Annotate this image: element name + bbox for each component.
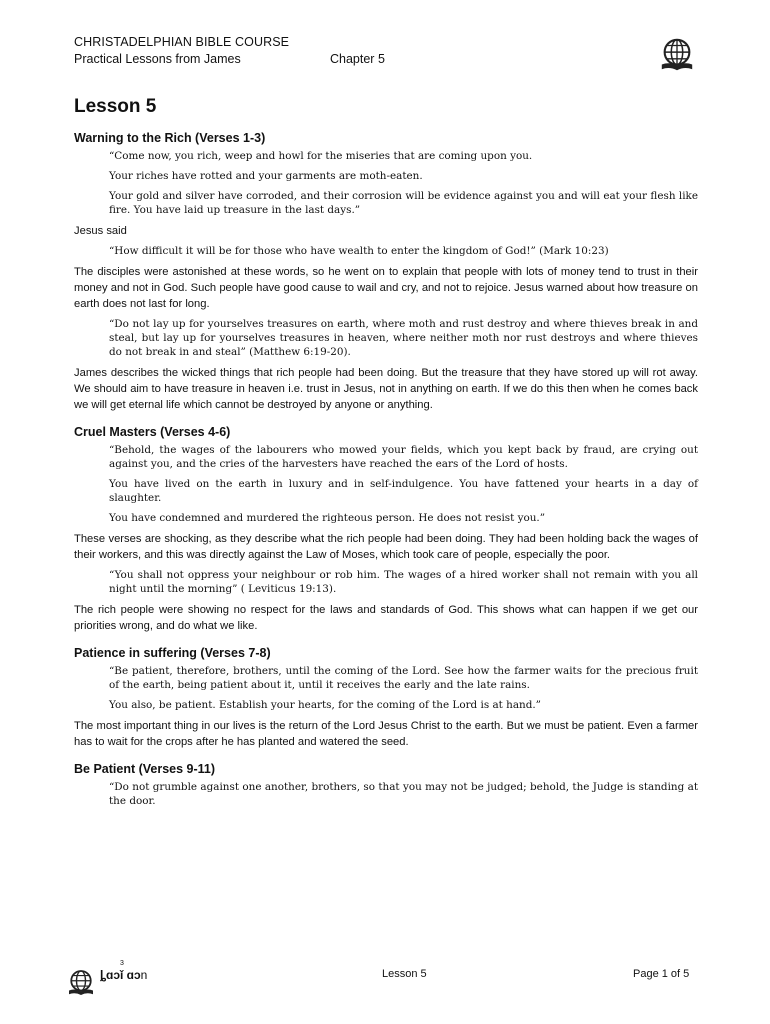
quote: Your gold and silver have corroded, and their corrosion will be evidence against you and will eat your flesh like fire. You have laid up treasure in the last days.” (109, 190, 698, 216)
paragraph: The most important thing in our lives is the return of the Lord Jesus Christ to the earth. But we must be patient. Even a farmer has to wait for the crops after he has planted and watered the seed. (74, 720, 698, 748)
quote: “Do not grumble against one another, brothers, so that you may not be judged; behold, the Judge is standing at the door. (109, 781, 698, 807)
section-heading-cruel: Cruel Masters (Verses 4-6) (74, 425, 231, 439)
globe-bible-logo-icon (658, 36, 696, 74)
quote: “Be patient, therefore, brothers, until the coming of the Lord. See how the farmer waits for the precious fruit of the earth, being patient about it, until it receives the early and the late rains. (109, 665, 698, 691)
footer-lesson-label: Lesson 5 (382, 968, 427, 980)
chapter-label: Chapter 5 (330, 52, 385, 66)
lesson-body (74, 130, 698, 814)
footer-globe-logo-icon (66, 968, 96, 998)
quote: “How difficult it will be for those who have wealth to enter the kingdom of God!” (Mark 10:23) (109, 245, 609, 257)
section-heading-rich: Warning to the Rich (Verses 1-3) (74, 131, 266, 145)
quote: You have condemned and murdered the righteous person. He does not resist you.” (109, 512, 546, 524)
course-title: CHRISTADELPHIAN BIBLE COURSE (74, 35, 290, 49)
page-number: Page 1 of 5 (633, 968, 690, 980)
footer-garbled-glyphs: ȴɑɔǐ ɑɔ (100, 968, 141, 982)
section-heading-be-patient: Be Patient (Verses 9-11) (74, 762, 216, 776)
paragraph: The disciples were astonished at these words, so he went on to explain that people with lots of money tend to trust in their money and not in God. Such people have good cause to wail and cry, and not to rejoice. Jesus warned about how treasure on earth does not last for long. (74, 266, 698, 310)
paragraph: These verses are shocking, as they describe what the rich people had been doing. They had been holding back the wages of their workers, and this was directly against the Law of Moses, which took care of people, especially the poor. (74, 533, 698, 561)
quote: Your riches have rotted and your garments are moth-eaten. (109, 170, 423, 182)
course-subtitle: Practical Lessons from James (74, 52, 241, 66)
quote: You also, be patient. Establish your hearts, for the coming of the Lord is at hand.” (109, 699, 541, 711)
quote: “Do not lay up for yourselves treasures on earth, where moth and rust destroy and where thieves break in and steal, but lay up for yourselves treasures in heaven, where neither moth nor rust destroys and where thieves do not break in and steal” (Matthew 6:19-20). (109, 318, 698, 358)
section-heading-patience: Patience in suffering (Verses 7-8) (74, 646, 271, 660)
quote: You have lived on the earth in luxury and in self-indulgence. You have fattened your hearts in a day of slaughter. (109, 478, 698, 504)
paragraph: The rich people were showing no respect for the laws and standards of God. This shows what can happen if we get our priorities wrong, and do what we like. (74, 604, 698, 632)
footer-superscript: 3 (120, 960, 124, 967)
footer-garbled-tail: n (140, 968, 148, 982)
paragraph: Jesus said (74, 225, 127, 237)
quote: “Behold, the wages of the labourers who mowed your fields, which you kept back by fraud, are crying out against you, and the cries of the harvesters have reached the ears of the Lord of hosts. (109, 444, 698, 470)
footer-garbled-text (100, 960, 148, 982)
paragraph: James describes the wicked things that rich people had been doing. But the treasure that they have stored up will rot away. We should aim to have treasure in heaven i.e. trust in Jesus, not in anything on earth. If we do this then when he comes back we will get eternal life which cannot be destroyed by anyone or anything. (74, 367, 698, 411)
quote: “You shall not oppress your neighbour or rob him. The wages of a hired worker shall not remain with you all night until the morning” ( Leviticus 19:13). (109, 569, 698, 595)
quote: “Come now, you rich, weep and howl for the miseries that are coming upon you. (109, 150, 533, 162)
lesson-title: Lesson 5 (74, 96, 157, 117)
